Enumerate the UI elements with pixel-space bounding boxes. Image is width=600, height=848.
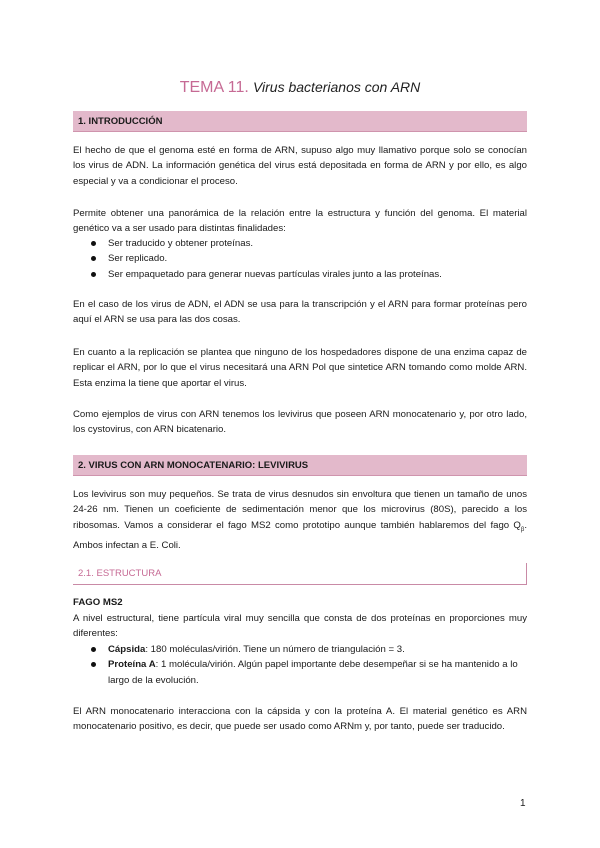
list-item: Proteína A: 1 molécula/virión. Algún papel importante debe desempeñar si se ha mantenido a lo largo de la evolución. (89, 657, 527, 688)
intro-bullet-list (89, 236, 527, 282)
list-item: Cápsida: 180 moléculas/virión. Tiene un número de triangulación = 3. (89, 642, 527, 657)
intro-paragraph-3: En el caso de los virus de ADN, el ADN se usa para la transcripción y el ARN para formar proteínas pero aquí el ARN se usa para las dos cosas. (73, 299, 527, 326)
page-title (0, 78, 600, 97)
intro-paragraph-4: En cuanto a la replicación se plantea que ninguno de los hospedadores dispone de una enzima capaz de replicar el ARN, por lo que el virus necesitará una ARN Pol que sintetice ARN tomando como molde ARN. Esta enzima la tiene que aportar el virus. (73, 347, 527, 389)
estructura-bullet-list (89, 642, 527, 688)
section-heading-levivirus: 2. VIRUS CON ARN MONOCATENARIO: LEVIVIRUS (73, 455, 527, 476)
subsection-heading-estructura: 2.1. ESTRUCTURA (73, 563, 527, 585)
list-item: Ser traducido y obtener proteínas. (89, 236, 527, 251)
intro-paragraph-5: Como ejemplos de virus con ARN tenemos los levivirus que poseen ARN monocatenario y, por otro lado, los cystovirus, con ARN bicatenario. (73, 409, 527, 436)
intro-paragraph-1: El hecho de que el genoma esté en forma de ARN, supuso algo muy llamativo porque solo se conocían los virus de ADN. La información genética del virus está depositada en forma de ARN y por ello, es algo especial y va a condicionar el proceso. (73, 145, 527, 187)
title-number: TEMA 11. (179, 79, 249, 96)
section-heading-introduccion: 1. INTRODUCCIÓN (73, 111, 527, 132)
fago-label: FAGO MS2 (73, 597, 123, 608)
levivirus-paragraph-1: Los levivirus son muy pequeños. Se trata de virus desnudos sin envoltura que tienen un tamaño de unos 24-26 nm. Tienen un coeficiente de sedimentación menor que los microvirus (80S), parecido a los ribosomas. Vamos a considerar el fago MS2 como prototipo aunque también hablaremos del fago $Q_\beta$. Ambos infectan a E. Coli. (73, 489, 527, 551)
page-number: 1 (520, 798, 526, 809)
list-item: Ser empaquetado para generar nuevas partículas virales junto a las proteínas. (89, 267, 527, 282)
estructura-paragraph-1: A nivel estructural, tiene partícula viral muy sencilla que consta de dos proteínas en proporciones muy diferentes: (73, 613, 527, 640)
list-item: Ser replicado. (89, 251, 527, 266)
title-subtitle: Virus bacterianos con ARN (252, 79, 421, 95)
estructura-paragraph-2: El ARN monocatenario interacciona con la cápsida y con la proteína A. El material genético es ARN monocatenario positivo, es decir, que puede ser usado como ARNm y, por tanto, puede ser traducido. (73, 706, 527, 733)
intro-paragraph-2: Permite obtener una panorámica de la relación entre la estructura y función del genoma. El material genético va a ser usado para distintas finalidades: (73, 208, 527, 235)
